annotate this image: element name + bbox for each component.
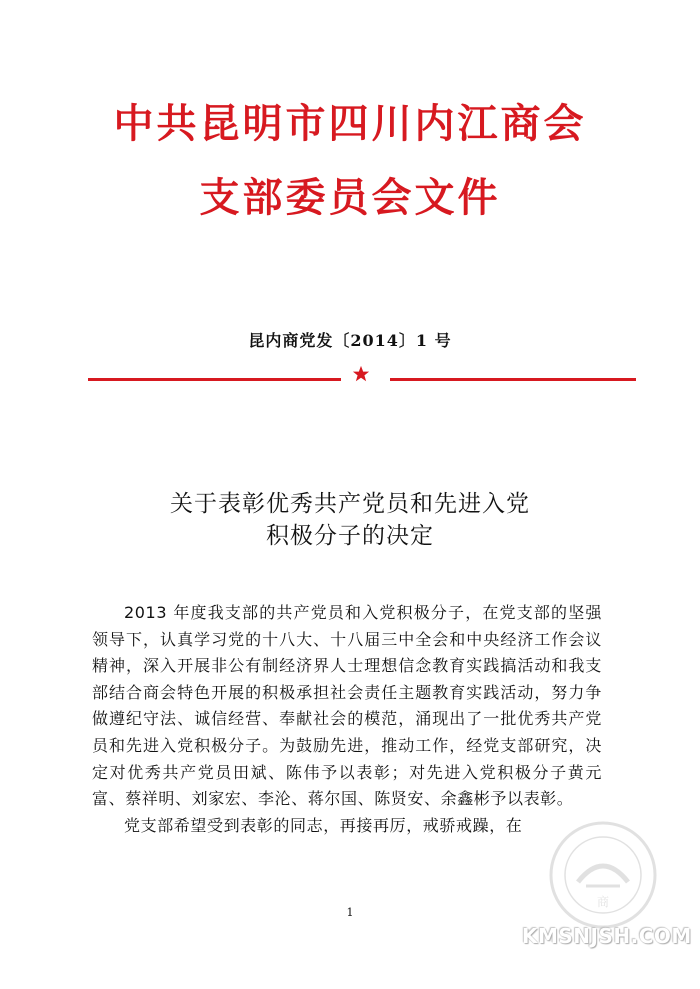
body-text: [92, 600, 602, 839]
document-number: 昆内商党发〔2014〕1 号: [248, 331, 452, 350]
decision-title-line1: 关于表彰优秀共产党员和先进入党: [170, 491, 530, 517]
body-paragraph-2: 党支部希望受到表彰的同志，再接再厉，戒骄戒躁，在: [124, 815, 523, 835]
star-icon: [352, 365, 370, 383]
seal-text: 商: [596, 895, 610, 909]
watermark: KMSNJSH.COM: [522, 924, 692, 948]
body-paragraph-1: 2013 年度我支部的共产党员和入党积极分子，在党支部的坚强领导下，认真学习党的十八大、十八届三中全会和中央经济工作会议精神，深入开展非公有制经济界人士理想信念教育实践搞活动和我支部结合商会特色开展的积极承担社会责任主题教育实践活动，努力争做遵纪守法、诚信经营、奉献社会的模范，涌现出了一批优秀共产党员和先进入党积极分子。为鼓励先进，推动工作，经党支部研究，决定对优秀共产党员田斌、陈伟予以表彰；对先进入党积极分子黄元富、蔡祥明、刘家宏、李沦、蒋尔国、陈贤安、余鑫彬予以表彰。: [92, 603, 602, 809]
decision-title-line2: 积极分子的决定: [266, 523, 434, 549]
seal-icon: [548, 820, 658, 930]
red-rule-right: [390, 378, 636, 381]
header-title-line1: 中共昆明市四川内江商会: [113, 100, 587, 147]
header-title-line2: 支部委员会文件: [199, 174, 501, 221]
page-number: 1: [346, 906, 354, 919]
red-rule-left: [88, 378, 341, 381]
